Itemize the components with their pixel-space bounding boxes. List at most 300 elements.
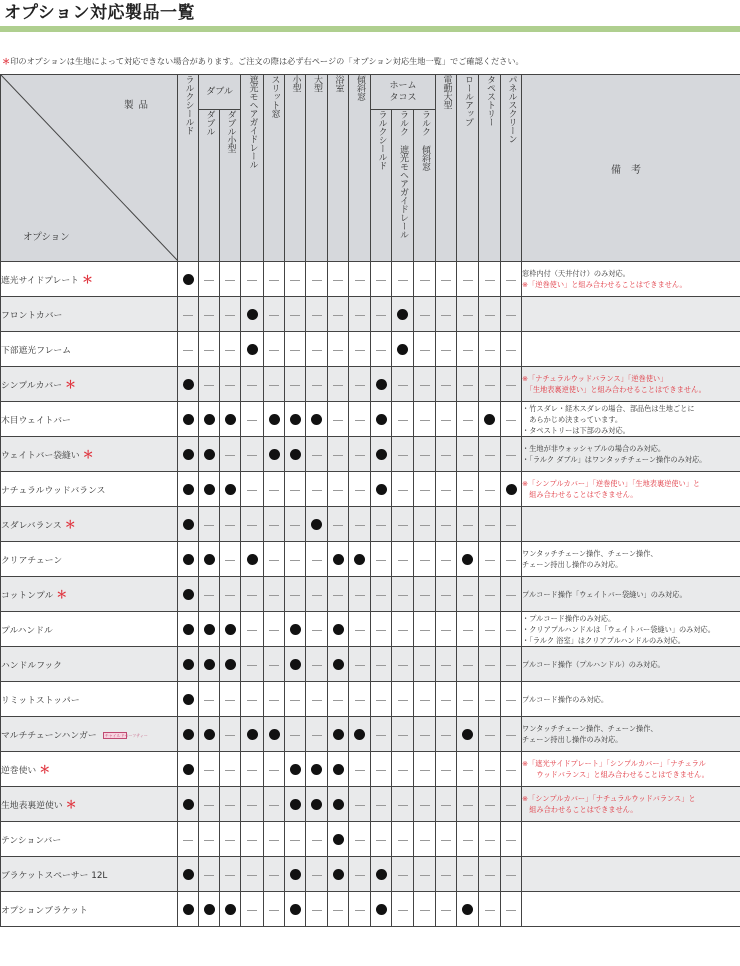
unsupported-dash-icon (441, 420, 451, 421)
compat-cell (264, 437, 285, 472)
supported-dot-icon (311, 764, 322, 775)
compat-cell (371, 402, 392, 437)
supported-dot-icon (269, 449, 280, 460)
compat-cell (306, 612, 328, 647)
compat-cell (220, 332, 241, 367)
compat-cell (328, 297, 349, 332)
group-header-home-tacos: ホーム タコス (371, 75, 436, 110)
compat-cell (392, 752, 414, 787)
unsupported-dash-icon (247, 840, 257, 841)
compat-cell (457, 262, 479, 297)
compat-cell (328, 682, 349, 717)
col-header: ラルクシールド (178, 75, 199, 262)
compat-cell (220, 367, 241, 402)
compat-cell (457, 472, 479, 507)
supported-dot-icon (225, 659, 236, 670)
compat-cell (479, 577, 501, 612)
unsupported-dash-icon (485, 385, 495, 386)
unsupported-dash-icon (376, 525, 386, 526)
compat-cell (349, 577, 371, 612)
unsupported-dash-icon (420, 280, 430, 281)
unsupported-dash-icon (247, 490, 257, 491)
unsupported-dash-icon (398, 805, 408, 806)
unsupported-dash-icon (355, 350, 365, 351)
compat-cell (199, 297, 220, 332)
unsupported-dash-icon (398, 665, 408, 666)
supported-dot-icon (290, 764, 301, 775)
compat-cell (306, 297, 328, 332)
remark-line: チェーン持出し操作のみ対応。 (522, 735, 623, 744)
compat-cell (371, 507, 392, 542)
title-underline-bar (0, 26, 740, 32)
compat-cell (479, 752, 501, 787)
compat-cell (220, 787, 241, 822)
unsupported-dash-icon (398, 735, 408, 736)
compat-cell (199, 402, 220, 437)
option-name-cell (1, 507, 178, 542)
option-name: ウェイトバー袋縫い (1, 451, 80, 461)
unsupported-dash-icon (183, 315, 193, 316)
unsupported-dash-icon (463, 630, 473, 631)
supported-dot-icon (333, 834, 344, 845)
compat-cell (479, 612, 501, 647)
compat-cell (414, 892, 436, 927)
compat-cell (285, 577, 306, 612)
option-name: 生地表裏逆使い (1, 801, 63, 811)
unsupported-dash-icon (204, 350, 214, 351)
compat-cell (220, 402, 241, 437)
compat-cell (479, 507, 501, 542)
unsupported-dash-icon (506, 560, 516, 561)
unsupported-dash-icon (225, 805, 235, 806)
compat-cell (264, 367, 285, 402)
unsupported-dash-icon (204, 700, 214, 701)
option-name: シンプルカバー (1, 381, 63, 391)
compat-cell (220, 577, 241, 612)
remark-line: ・タペストリーは下部のみ対応。 (522, 425, 630, 435)
compat-cell (285, 472, 306, 507)
table-body (1, 262, 740, 927)
compat-cell (349, 752, 371, 787)
unsupported-dash-icon (485, 280, 495, 281)
unsupported-dash-icon (333, 385, 343, 386)
table-row (1, 682, 740, 717)
unsupported-dash-icon (247, 630, 257, 631)
remarks-cell (522, 437, 740, 472)
option-name-cell (1, 542, 178, 577)
compat-cell (392, 612, 414, 647)
supported-dot-icon (311, 519, 322, 530)
compat-cell (414, 822, 436, 857)
supported-dot-icon (290, 624, 301, 635)
compat-cell (371, 297, 392, 332)
compat-cell (264, 612, 285, 647)
compat-cell (285, 682, 306, 717)
unsupported-dash-icon (355, 455, 365, 456)
unsupported-dash-icon (247, 700, 257, 701)
unsupported-dash-icon (420, 910, 430, 911)
unsupported-dash-icon (290, 385, 300, 386)
compat-cell (371, 787, 392, 822)
compat-cell (285, 717, 306, 752)
unsupported-dash-icon (269, 805, 279, 806)
supported-dot-icon (204, 414, 215, 425)
compat-cell (436, 332, 457, 367)
compat-cell (220, 472, 241, 507)
compat-cell (436, 717, 457, 752)
compat-cell (241, 402, 264, 437)
compat-cell (285, 297, 306, 332)
compat-cell (328, 367, 349, 402)
compat-cell (264, 577, 285, 612)
unsupported-dash-icon (485, 350, 495, 351)
col-header: ラルクシールド (371, 110, 392, 262)
unsupported-dash-icon (376, 735, 386, 736)
unsupported-dash-icon (312, 385, 322, 386)
compat-cell (241, 682, 264, 717)
compat-cell (241, 472, 264, 507)
compat-cell (199, 612, 220, 647)
compat-cell (501, 752, 522, 787)
col-header: 傾斜窓 (349, 75, 371, 262)
unsupported-dash-icon (485, 665, 495, 666)
unsupported-dash-icon (247, 910, 257, 911)
unsupported-dash-icon (463, 420, 473, 421)
unsupported-dash-icon (506, 525, 516, 526)
unsupported-dash-icon (333, 595, 343, 596)
compat-cell (241, 892, 264, 927)
unsupported-dash-icon (225, 840, 235, 841)
compat-cell (371, 752, 392, 787)
compat-cell (457, 892, 479, 927)
unsupported-dash-icon (183, 840, 193, 841)
option-name-cell (1, 472, 178, 507)
unsupported-dash-icon (463, 385, 473, 386)
supported-dot-icon (397, 309, 408, 320)
compat-cell (178, 717, 199, 752)
unsupported-dash-icon (441, 490, 451, 491)
unsupported-dash-icon (506, 280, 516, 281)
compat-cell (436, 367, 457, 402)
compat-cell (178, 822, 199, 857)
asterisk-icon: ＊ (2, 56, 11, 66)
unsupported-dash-icon (290, 595, 300, 596)
compat-cell (178, 612, 199, 647)
compat-cell (479, 787, 501, 822)
compat-cell (414, 682, 436, 717)
compat-cell (457, 542, 479, 577)
col-header: ラルク 遮光モヘアガイドレール (392, 110, 414, 262)
supported-dot-icon (376, 414, 387, 425)
unsupported-dash-icon (290, 735, 300, 736)
compat-cell (392, 402, 414, 437)
unsupported-dash-icon (420, 595, 430, 596)
compat-cell (306, 752, 328, 787)
compat-cell (285, 402, 306, 437)
compat-cell (457, 612, 479, 647)
unsupported-dash-icon (398, 490, 408, 491)
compat-cell (349, 612, 371, 647)
compat-cell (457, 752, 479, 787)
compat-cell (349, 647, 371, 682)
compat-cell (220, 857, 241, 892)
col-header: 浴室 (328, 75, 349, 262)
unsupported-dash-icon (312, 560, 322, 561)
unsupported-dash-icon (441, 665, 451, 666)
unsupported-dash-icon (312, 840, 322, 841)
supported-dot-icon (183, 484, 194, 495)
remark-line: ・クリアプルハンドルは「ウェイトバー袋縫い」のみ対応。 (522, 624, 715, 634)
compat-cell (199, 857, 220, 892)
unsupported-dash-icon (420, 490, 430, 491)
unsupported-dash-icon (333, 910, 343, 911)
table-row (1, 437, 740, 472)
compat-cell (220, 717, 241, 752)
unsupported-dash-icon (269, 595, 279, 596)
supported-dot-icon (397, 344, 408, 355)
compat-cell (199, 787, 220, 822)
supported-dot-icon (354, 729, 365, 740)
unsupported-dash-icon (420, 805, 430, 806)
unsupported-dash-icon (333, 700, 343, 701)
remark-line: チェーン持出し操作のみ対応。 (522, 560, 623, 569)
option-name-cell (1, 332, 178, 367)
child-safety-badge: チャイルドセーフティー (104, 732, 148, 738)
unsupported-dash-icon (463, 490, 473, 491)
supported-dot-icon (225, 624, 236, 635)
unsupported-dash-icon (355, 630, 365, 631)
supported-dot-icon (376, 484, 387, 495)
compat-cell (414, 752, 436, 787)
compat-cell (479, 297, 501, 332)
unsupported-dash-icon (355, 910, 365, 911)
compat-cell (436, 787, 457, 822)
compat-cell (241, 612, 264, 647)
unsupported-dash-icon (355, 420, 365, 421)
supported-dot-icon (333, 554, 344, 565)
compat-cell (241, 297, 264, 332)
compat-cell (392, 822, 414, 857)
table-row (1, 332, 740, 367)
asterisk-icon: ＊ (56, 588, 68, 601)
compat-cell (306, 787, 328, 822)
supported-dot-icon (183, 694, 194, 705)
unsupported-dash-icon (420, 665, 430, 666)
supported-dot-icon (204, 659, 215, 670)
unsupported-dash-icon (506, 665, 516, 666)
unsupported-dash-icon (398, 560, 408, 561)
unsupported-dash-icon (225, 560, 235, 561)
supported-dot-icon (225, 904, 236, 915)
unsupported-dash-icon (420, 875, 430, 876)
unsupported-dash-icon (398, 280, 408, 281)
compat-cell (241, 437, 264, 472)
unsupported-dash-icon (506, 840, 516, 841)
compat-cell (220, 297, 241, 332)
compat-cell (457, 717, 479, 752)
unsupported-dash-icon (312, 595, 322, 596)
unsupported-dash-icon (269, 315, 279, 316)
unsupported-dash-icon (290, 840, 300, 841)
unsupported-dash-icon (247, 665, 257, 666)
table-row (1, 472, 740, 507)
unsupported-dash-icon (376, 805, 386, 806)
compat-cell (371, 437, 392, 472)
remarks-cell (522, 402, 740, 437)
compat-cell (501, 822, 522, 857)
supported-dot-icon (354, 554, 365, 565)
compat-cell (328, 752, 349, 787)
remarks-cell (522, 332, 740, 367)
compat-cell (306, 857, 328, 892)
unsupported-dash-icon (441, 385, 451, 386)
page-title: オプション対応製品一覧 (4, 3, 195, 23)
option-name-cell (1, 787, 178, 822)
compat-cell (178, 682, 199, 717)
unsupported-dash-icon (485, 805, 495, 806)
compat-cell (392, 297, 414, 332)
col-header: 小型 (285, 75, 306, 262)
unsupported-dash-icon (376, 630, 386, 631)
unsupported-dash-icon (506, 420, 516, 421)
compat-cell (178, 857, 199, 892)
remark-line: ワンタッチチェーン操作、チェーン操作、 (522, 724, 658, 733)
unsupported-dash-icon (420, 630, 430, 631)
compat-cell (220, 507, 241, 542)
compat-cell (264, 262, 285, 297)
unsupported-dash-icon (269, 910, 279, 911)
compat-cell (328, 822, 349, 857)
unsupported-dash-icon (355, 805, 365, 806)
unsupported-dash-icon (269, 700, 279, 701)
unsupported-dash-icon (225, 700, 235, 701)
compat-cell (479, 402, 501, 437)
unsupported-dash-icon (376, 350, 386, 351)
compat-cell (392, 787, 414, 822)
compat-cell (392, 577, 414, 612)
compat-cell (479, 822, 501, 857)
remarks-cell (522, 297, 740, 332)
unsupported-dash-icon (506, 385, 516, 386)
unsupported-dash-icon (398, 700, 408, 701)
compat-cell (414, 332, 436, 367)
option-name: 逆巻使い (1, 766, 37, 776)
supported-dot-icon (183, 624, 194, 635)
unsupported-dash-icon (376, 560, 386, 561)
compat-cell (414, 787, 436, 822)
unsupported-dash-icon (312, 315, 322, 316)
supported-dot-icon (376, 904, 387, 915)
compat-cell (457, 332, 479, 367)
compat-cell (414, 717, 436, 752)
compat-cell (306, 717, 328, 752)
compat-cell (371, 612, 392, 647)
col-header: 電動大型 (436, 75, 457, 262)
remarks-cell (522, 682, 740, 717)
compat-cell (328, 577, 349, 612)
option-name: コットンプル (1, 591, 54, 601)
unsupported-dash-icon (463, 525, 473, 526)
unsupported-dash-icon (506, 805, 516, 806)
compat-cell (199, 367, 220, 402)
supported-dot-icon (183, 274, 194, 285)
header-corner (1, 75, 178, 262)
unsupported-dash-icon (441, 910, 451, 911)
supported-dot-icon (376, 869, 387, 880)
supported-dot-icon (183, 764, 194, 775)
unsupported-dash-icon (225, 770, 235, 771)
compat-cell (328, 402, 349, 437)
remark-line: ※「ナチュラルウッドバランス」「逆巻使い」 (522, 374, 668, 383)
remarks-cell (522, 752, 740, 787)
compat-cell (479, 332, 501, 367)
compat-cell (371, 472, 392, 507)
option-name: 下部遮光フレーム (1, 345, 72, 356)
compat-cell (436, 857, 457, 892)
compat-cell (178, 262, 199, 297)
option-name-cell (1, 752, 178, 787)
compat-cell (264, 857, 285, 892)
unsupported-dash-icon (333, 280, 343, 281)
supported-dot-icon (204, 624, 215, 635)
table-row (1, 507, 740, 542)
unsupported-dash-icon (269, 630, 279, 631)
remark-line: 組み合わせることはできません。 (522, 490, 638, 499)
supported-dot-icon (290, 799, 301, 810)
supported-dot-icon (311, 414, 322, 425)
table-row (1, 752, 740, 787)
remark-line: プルコード操作（プルハンドル）のみ対応。 (522, 659, 665, 669)
supported-dot-icon (225, 414, 236, 425)
unsupported-dash-icon (183, 350, 193, 351)
unsupported-dash-icon (420, 455, 430, 456)
compat-cell (392, 332, 414, 367)
supported-dot-icon (333, 799, 344, 810)
remarks-cell (522, 892, 740, 927)
compat-cell (285, 612, 306, 647)
compat-cell (328, 717, 349, 752)
unsupported-dash-icon (398, 840, 408, 841)
supported-dot-icon (204, 484, 215, 495)
compat-cell (349, 297, 371, 332)
compat-cell (199, 542, 220, 577)
compat-cell (436, 402, 457, 437)
option-name-cell (1, 857, 178, 892)
compat-cell (199, 507, 220, 542)
compat-cell (392, 367, 414, 402)
unsupported-dash-icon (441, 840, 451, 841)
compat-cell (220, 437, 241, 472)
compat-cell (285, 892, 306, 927)
option-name: ハンドルフック (1, 660, 62, 671)
unsupported-dash-icon (204, 770, 214, 771)
compat-cell (457, 857, 479, 892)
unsupported-dash-icon (441, 315, 451, 316)
remark-line: ※「シンプルカバー」「ナチュラルウッドバランス」と (522, 794, 696, 803)
compat-cell (241, 507, 264, 542)
compat-cell (220, 822, 241, 857)
unsupported-dash-icon (485, 595, 495, 596)
compat-cell (501, 262, 522, 297)
compat-cell (501, 542, 522, 577)
unsupported-dash-icon (247, 420, 257, 421)
unsupported-dash-icon (420, 350, 430, 351)
remark-line: ・「ラルク 浴室」はクリアプルハンドルのみ対応。 (522, 635, 685, 645)
unsupported-dash-icon (355, 525, 365, 526)
compat-cell (220, 262, 241, 297)
remark-line: ※「シンプルカバー」「逆巻使い」「生地表裏逆使い」と (522, 479, 701, 488)
compat-cell (328, 542, 349, 577)
